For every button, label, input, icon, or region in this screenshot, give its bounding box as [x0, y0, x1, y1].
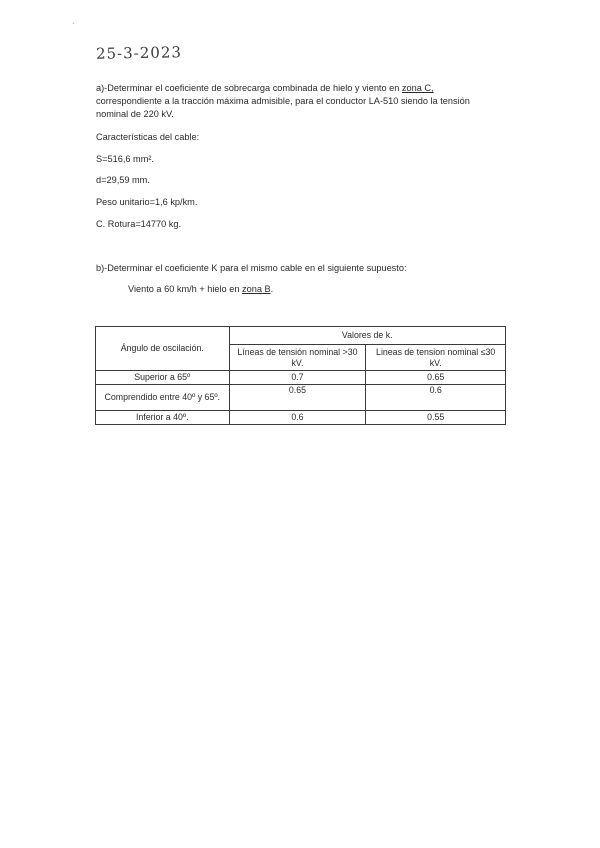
cable-unit-weight: Peso unitario=1,6 kp/km. [96, 197, 198, 207]
part-a-zone: zona C, [401, 83, 434, 93]
table-row [96, 411, 506, 425]
table-row [96, 371, 506, 385]
row-angle: Comprendido entre 40º y 65º. [96, 385, 230, 411]
row-high: 0.6 [229, 411, 366, 425]
part-b-case-prefix: Viento a 60 km/h + hielo en [128, 284, 242, 294]
row-angle: Superior a 65º [96, 371, 230, 385]
angle-header: Ángulo de oscilación. [96, 327, 230, 371]
part-a-line1: a)-Determinar el coeficiente de sobrecarga combinada de hielo y viento en [96, 83, 402, 93]
cable-title: Características del cable: [96, 132, 200, 142]
cable-break-load: C. Rotura=14770 kg. [96, 219, 182, 229]
handwritten-date: 25-3-2023 [95, 43, 183, 63]
part-b-text: b)-Determinar el coeficiente K para el mismo cable en el siguiente supuesto: [96, 263, 407, 273]
row-high: 0.65 [229, 385, 366, 411]
part-a-line3: nominal de 220 kV. [96, 109, 174, 119]
row-low: 0.55 [366, 411, 506, 425]
values-header: Valores de k. [229, 327, 505, 345]
k-values-table [95, 326, 506, 425]
row-high: 0.7 [229, 371, 366, 385]
cable-section: S=516,6 mm². [96, 154, 154, 164]
part-a-line2: correspondiente a la tracción máxima admisible, para el conductor LA-510 siendo la tensión [96, 96, 470, 106]
col-high-voltage-header: Líneas de tensión nominal >30 kV. [229, 345, 366, 371]
scan-mark: ` [72, 22, 75, 31]
table-row [96, 385, 506, 411]
cable-diameter: d=29,59 mm. [96, 175, 150, 185]
part-b-case [128, 283, 538, 296]
row-low: 0.65 [366, 371, 506, 385]
part-a-paragraph [96, 82, 506, 121]
part-b-case-suffix: . [270, 284, 274, 294]
part-b-case-zone: zona B [242, 284, 271, 294]
row-low: 0.6 [366, 385, 506, 411]
row-angle: Inferior a 40º. [96, 411, 230, 425]
col-low-voltage-header: Lineas de tension nominal ≤30 kV. [366, 345, 506, 371]
